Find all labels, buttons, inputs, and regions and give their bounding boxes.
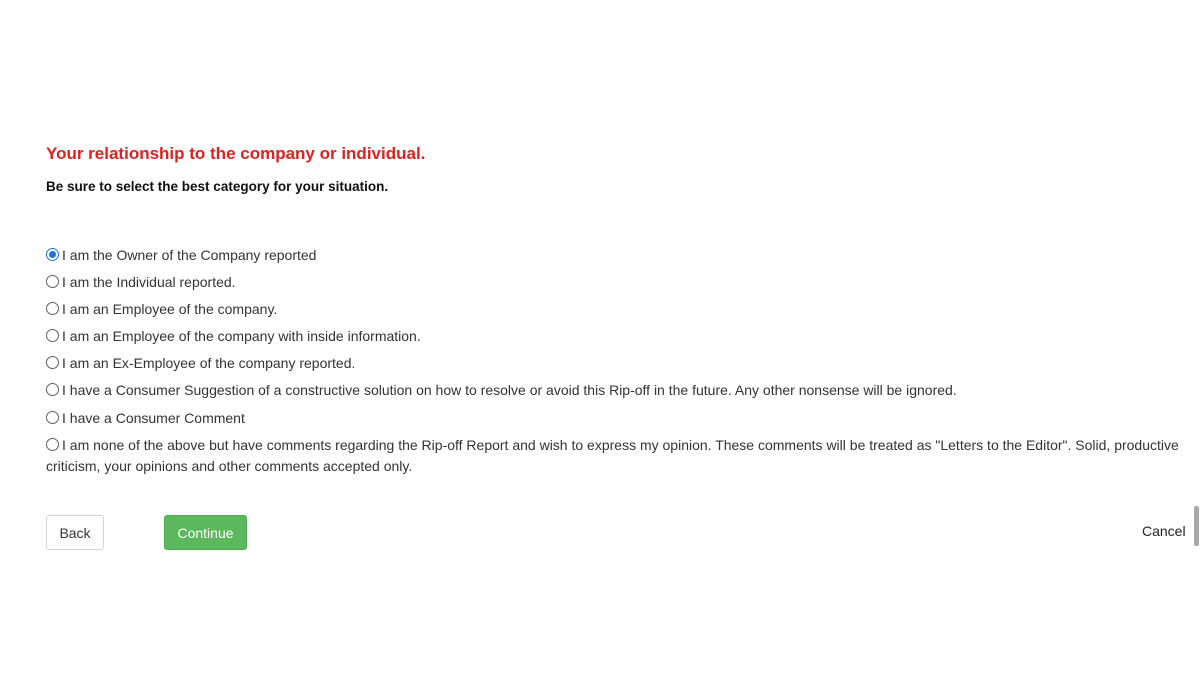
option-employee[interactable]	[46, 299, 1198, 321]
radio-button-individual[interactable]	[46, 275, 59, 288]
radio-button-employee[interactable]	[46, 302, 59, 315]
radio-button-consumer-suggestion[interactable]	[46, 383, 59, 396]
option-consumer-suggestion[interactable]	[46, 380, 1198, 402]
radio-button-consumer-comment[interactable]	[46, 411, 59, 424]
back-button[interactable]: Back	[46, 515, 104, 550]
continue-button[interactable]: Continue	[164, 515, 247, 550]
option-label-owner: I am the Owner of the Company reported	[62, 247, 317, 263]
option-label-employee-inside-info: I am an Employee of the company with inside information.	[62, 328, 421, 345]
radio-button-owner[interactable]	[46, 248, 59, 261]
option-none-of-above[interactable]	[46, 435, 1198, 478]
option-ex-employee[interactable]	[46, 353, 1198, 375]
page-subtitle: Be sure to select the best category for your situation.	[46, 179, 389, 194]
option-employee-inside-info[interactable]	[46, 326, 1198, 348]
option-owner[interactable]	[46, 245, 1198, 267]
option-label-employee: I am an Employee of the company.	[62, 301, 278, 318]
radio-button-employee-inside-info[interactable]	[46, 329, 59, 342]
radio-button-ex-employee[interactable]	[46, 356, 59, 369]
page-title: Your relationship to the company or individual.	[46, 144, 426, 163]
option-individual[interactable]	[46, 272, 1198, 294]
option-label-ex-employee: I am an Ex-Employee of the company reported.	[62, 355, 356, 372]
relationship-options-list	[46, 245, 1198, 483]
scrollbar-thumb[interactable]	[1194, 506, 1199, 546]
option-consumer-comment[interactable]	[46, 408, 1198, 430]
cancel-link[interactable]: Cancel	[1142, 523, 1186, 539]
option-label-consumer-comment: I have a Consumer Comment	[62, 409, 245, 426]
option-label-individual: I am the Individual reported.	[62, 274, 236, 291]
radio-button-none-of-above[interactable]	[46, 438, 59, 451]
option-label-consumer-suggestion: I have a Consumer Suggestion of a constructive solution on how to resolve or avoid this Rip-off in the future. Any other nonsense will be ignored.	[62, 382, 957, 399]
option-label-none-of-above: I am none of the above but have comments regarding the Rip-off Report and wish to express my opinion. These comments will be treated as "Letters to the Editor". Solid, productive criticism, your opinions and other comments accepted only.	[46, 436, 1179, 475]
